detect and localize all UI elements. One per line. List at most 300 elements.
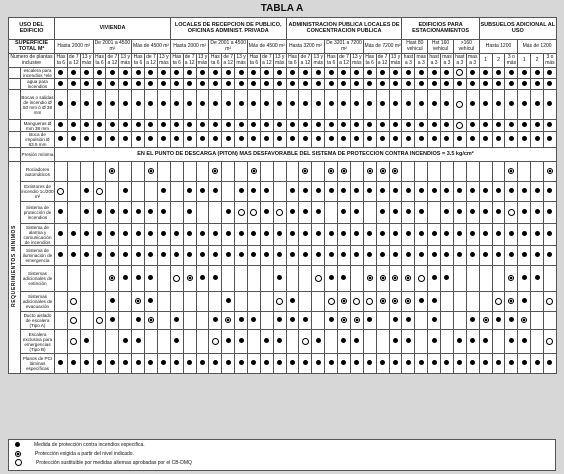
- filled-dot-icon: [161, 122, 166, 127]
- filled-dot-icon: [432, 252, 437, 257]
- symbol-cell: [157, 330, 170, 354]
- filled-dot-icon: [341, 252, 346, 257]
- floor-header: mas a 3: [468, 54, 478, 66]
- symbol-cell: [325, 68, 338, 79]
- filled-dot-icon: [509, 360, 514, 365]
- symbol-cell: [119, 312, 132, 330]
- requirement-row: [9, 202, 557, 224]
- symbol-cell: [415, 79, 428, 90]
- symbol-cell: [505, 354, 518, 374]
- filled-dot-icon: [316, 81, 321, 86]
- symbol-cell: [248, 224, 261, 246]
- filled-dot-icon: [290, 70, 295, 75]
- group-header: VIVIENDA: [55, 18, 171, 40]
- floor-header: 13 y más: [352, 54, 362, 66]
- symbol-cell: [80, 120, 93, 132]
- filled-dot-icon: [316, 101, 321, 106]
- pressure-note: EN EL PUNTO DE DESCARGA (PITON) MAS DESFAVORABLE DEL SISTEMA DE PROTECCION CONTRA INCENDIOS = 3.5 kg/cm²: [55, 148, 557, 162]
- symbol-cell: [402, 266, 415, 292]
- filled-dot-icon: [380, 188, 385, 193]
- filled-dot-icon: [174, 70, 179, 75]
- filled-dot-icon: [380, 252, 385, 257]
- symbol-cell: [119, 132, 132, 148]
- symbol-cell: [441, 312, 454, 330]
- filled-dot-icon: [136, 360, 141, 365]
- filled-dot-icon: [161, 188, 166, 193]
- filled-dot-icon: [187, 231, 192, 236]
- symbol-cell: [196, 162, 209, 182]
- filled-dot-icon: [110, 101, 115, 106]
- filled-dot-icon: [84, 360, 89, 365]
- floor-header: 13 y más: [81, 54, 92, 66]
- filled-dot-icon: [136, 122, 141, 127]
- hollow-dot-icon: [238, 209, 245, 216]
- symbol-cell: [531, 162, 544, 182]
- symbol-cell: [119, 224, 132, 246]
- filled-dot-icon: [239, 338, 244, 343]
- filled-dot-icon: [277, 136, 282, 141]
- filled-dot-icon: [457, 209, 462, 214]
- filled-dot-icon: [84, 209, 89, 214]
- filled-dot-icon: [161, 252, 166, 257]
- symbol-cell: [235, 330, 248, 354]
- filled-dot-icon: [522, 338, 527, 343]
- hollow-dot-icon: [276, 209, 283, 216]
- symbol-cell: [376, 79, 389, 90]
- range-header: Hast 80 vehicul: [402, 40, 428, 54]
- symbol-cell: [376, 312, 389, 330]
- requirement-row: [9, 354, 557, 374]
- symbol-cell: [299, 79, 312, 90]
- hollow-dot-icon: [353, 298, 360, 305]
- symbol-cell: [132, 90, 145, 120]
- symbol-cell: [170, 182, 183, 202]
- filled-dot-icon: [367, 101, 372, 106]
- symbol-cell: [106, 266, 119, 292]
- symbol-cell: [428, 90, 441, 120]
- symbol-cell: [363, 162, 376, 182]
- symbol-cell: [492, 132, 505, 148]
- symbol-cell: [67, 68, 80, 79]
- filled-dot-icon: [496, 70, 501, 75]
- symbol-cell: [544, 90, 557, 120]
- ringed-dot-icon: [367, 168, 373, 174]
- symbol-cell: [389, 202, 402, 224]
- symbol-cell: [428, 224, 441, 246]
- filled-dot-icon: [264, 70, 269, 75]
- range-header: De 3201 a 7200 m²: [326, 40, 362, 52]
- symbol-cell: [222, 132, 235, 148]
- filled-dot-icon: [367, 360, 372, 365]
- symbol-cell: [363, 120, 376, 132]
- filled-dot-icon: [277, 360, 282, 365]
- filled-dot-icon: [419, 298, 424, 303]
- filled-dot-icon: [354, 252, 359, 257]
- symbol-cell: [299, 182, 312, 202]
- filled-dot-icon: [316, 122, 321, 127]
- side-blank: [9, 79, 21, 90]
- symbol-cell: [286, 330, 299, 354]
- filled-dot-icon: [123, 360, 128, 365]
- symbol-cell: [518, 132, 531, 148]
- legend-item: [9, 449, 555, 458]
- symbol-cell: [402, 312, 415, 330]
- symbol-cell: [376, 120, 389, 132]
- filled-dot-icon: [509, 252, 514, 257]
- symbol-cell: [428, 292, 441, 312]
- symbol-cell: [544, 182, 557, 202]
- filled-dot-icon: [367, 136, 372, 141]
- filled-dot-icon: [213, 360, 218, 365]
- symbol-cell: [415, 202, 428, 224]
- symbol-cell: [402, 246, 415, 266]
- symbol-cell: [338, 224, 351, 246]
- symbol-cell: [518, 202, 531, 224]
- symbol-cell: [453, 68, 466, 79]
- symbol-cell: [453, 182, 466, 202]
- filled-dot-icon: [341, 209, 346, 214]
- symbol-cell: [415, 246, 428, 266]
- symbol-cell: [325, 90, 338, 120]
- symbol-cell: [544, 266, 557, 292]
- ringed-dot-icon: [135, 298, 141, 304]
- symbol-cell: [235, 202, 248, 224]
- filled-dot-icon: [58, 136, 63, 141]
- filled-dot-icon: [239, 317, 244, 322]
- symbol-cell: [93, 79, 106, 90]
- ringed-dot-icon: [212, 168, 218, 174]
- filled-dot-icon: [84, 338, 89, 343]
- symbol-cell: [389, 292, 402, 312]
- symbol-cell: [55, 330, 68, 354]
- filled-dot-icon: [161, 360, 166, 365]
- filled-dot-icon: [483, 188, 488, 193]
- symbol-cell: [441, 162, 454, 182]
- symbol-cell: [441, 292, 454, 312]
- filled-dot-icon: [303, 231, 308, 236]
- symbol-cell: [325, 266, 338, 292]
- symbol-cell: [518, 354, 531, 374]
- symbol-cell: [260, 312, 273, 330]
- symbol-cell: [531, 292, 544, 312]
- symbol-cell: [145, 330, 158, 354]
- side-blank: [9, 120, 21, 132]
- filled-dot-icon: [71, 136, 76, 141]
- filled-dot-icon: [136, 275, 141, 280]
- symbol-cell: [466, 246, 479, 266]
- symbol-cell: [350, 312, 363, 330]
- symbol-cell: [505, 224, 518, 246]
- filled-dot-icon: [380, 136, 385, 141]
- symbol-cell: [453, 246, 466, 266]
- symbol-cell: [286, 120, 299, 132]
- filled-dot-icon: [444, 122, 449, 127]
- filled-dot-icon: [161, 81, 166, 86]
- symbol-cell: [196, 312, 209, 330]
- filled-dot-icon: [432, 231, 437, 236]
- filled-dot-icon: [496, 360, 501, 365]
- filled-dot-icon: [174, 231, 179, 236]
- filled-dot-icon: [496, 81, 501, 86]
- filled-dot-icon: [136, 81, 141, 86]
- symbol-cell: [376, 132, 389, 148]
- symbol-cell: [222, 162, 235, 182]
- filled-dot-icon: [84, 81, 89, 86]
- symbol-cell: [441, 330, 454, 354]
- filled-dot-icon: [200, 70, 205, 75]
- filled-dot-icon: [393, 70, 398, 75]
- symbol-cell: [466, 182, 479, 202]
- requirement-row: [9, 312, 557, 330]
- filled-dot-icon: [316, 252, 321, 257]
- symbol-cell: [428, 68, 441, 79]
- filled-dot-icon: [251, 188, 256, 193]
- filled-dot-icon: [329, 136, 334, 141]
- symbol-cell: [325, 120, 338, 132]
- filled-dot-icon: [239, 101, 244, 106]
- floor-header: 13 y más: [120, 54, 130, 66]
- filled-dot-icon: [123, 70, 128, 75]
- symbol-cell: [479, 79, 492, 90]
- filled-dot-icon: [329, 70, 334, 75]
- symbol-cell: [157, 120, 170, 132]
- symbol-cell: [505, 292, 518, 312]
- filled-dot-icon: [316, 338, 321, 343]
- symbol-cell: [119, 292, 132, 312]
- filled-dot-icon: [329, 317, 334, 322]
- symbol-cell: [55, 162, 68, 182]
- symbol-cell: [505, 312, 518, 330]
- filled-dot-icon: [84, 122, 89, 127]
- row-label: escalera para incendios *ele: [21, 68, 55, 79]
- filled-dot-icon: [174, 136, 179, 141]
- symbol-cell: [363, 246, 376, 266]
- symbol-cell: [106, 330, 119, 354]
- symbol-cell: [55, 132, 68, 148]
- symbol-cell: [338, 246, 351, 266]
- filled-dot-icon: [277, 122, 282, 127]
- filled-dot-icon: [110, 122, 115, 127]
- floor-header: Has ta 6: [95, 54, 104, 66]
- row-label: Boca de impulsión Ø 63.5 mm: [21, 132, 55, 148]
- symbol-cell: [505, 266, 518, 292]
- symbol-cell: [389, 132, 402, 148]
- floor-header: Has ta 6: [288, 54, 297, 66]
- symbol-cell: [466, 266, 479, 292]
- symbol-cell: [415, 132, 428, 148]
- symbol-cell: [350, 202, 363, 224]
- symbol-cell: [492, 246, 505, 266]
- row-label: Extintores de incendio 1c/200 m²: [21, 182, 55, 202]
- symbol-cell: [106, 120, 119, 132]
- filled-dot-icon: [329, 252, 334, 257]
- symbol-cell: [402, 79, 415, 90]
- symbol-cell: [106, 202, 119, 224]
- filled-dot-icon: [277, 275, 282, 280]
- symbol-cell: [389, 182, 402, 202]
- filled-dot-icon: [239, 136, 244, 141]
- symbol-cell: [235, 266, 248, 292]
- symbol-cell: [196, 330, 209, 354]
- filled-dot-icon: [239, 231, 244, 236]
- symbol-cell: [67, 330, 80, 354]
- symbol-cell: [363, 266, 376, 292]
- symbol-cell: [338, 354, 351, 374]
- filled-dot-icon: [303, 188, 308, 193]
- filled-dot-icon: [547, 188, 552, 193]
- legend-text: Protección sustituible por medidas alternas aprobadas por el CB-DMQ: [36, 459, 192, 466]
- symbol-cell: [55, 202, 68, 224]
- floor-header: hast a 3: [455, 54, 465, 66]
- symbol-cell: [531, 120, 544, 132]
- filled-dot-icon: [444, 70, 449, 75]
- filled-dot-icon: [535, 70, 540, 75]
- symbol-cell: [428, 79, 441, 90]
- ringed-dot-icon: [405, 298, 411, 304]
- symbol-cell: [55, 120, 68, 132]
- floor-header: Has ta 6: [172, 54, 182, 66]
- symbol-cell: [222, 246, 235, 266]
- symbol-cell: [248, 132, 261, 148]
- filled-dot-icon: [136, 136, 141, 141]
- filled-dot-icon: [251, 122, 256, 127]
- filled-dot-icon: [84, 188, 89, 193]
- symbol-cell: [260, 292, 273, 312]
- range-header: Más de 4500 m²: [132, 40, 171, 54]
- filled-dot-icon: [84, 231, 89, 236]
- symbol-cell: [106, 132, 119, 148]
- symbol-cell: [389, 312, 402, 330]
- filled-dot-icon: [136, 338, 141, 343]
- floor-header: hast a 3: [429, 54, 439, 66]
- legend-text: Protección exigida a partir del nivel indicado.: [35, 450, 134, 457]
- symbol-cell: [389, 354, 402, 374]
- floor-header: Has ta 6: [210, 54, 220, 66]
- symbol-cell: [402, 90, 415, 120]
- symbol-cell: [286, 162, 299, 182]
- filled-dot-icon: [522, 122, 527, 127]
- filled-dot-icon: [97, 70, 102, 75]
- floor-header: Has ta 6: [249, 54, 259, 66]
- filled-dot-icon: [406, 252, 411, 257]
- symbol-cell: [350, 132, 363, 148]
- filled-dot-icon: [148, 70, 153, 75]
- symbol-cell: [183, 162, 196, 182]
- symbol-cell: [479, 354, 492, 374]
- symbol-cell: [222, 292, 235, 312]
- filled-dot-icon: [187, 360, 192, 365]
- ringed-dot-icon: [380, 298, 386, 304]
- symbol-cell: [222, 120, 235, 132]
- symbol-cell: [222, 79, 235, 90]
- filled-dot-icon: [419, 101, 424, 106]
- requirement-row: [9, 266, 557, 292]
- filled-dot-icon: [226, 209, 231, 214]
- superficie-label: SUPERFICIE TOTAL M²: [9, 40, 55, 54]
- symbol-cell: [402, 120, 415, 132]
- symbol-cell: [273, 266, 286, 292]
- symbol-cell: [325, 354, 338, 374]
- symbol-cell: [286, 292, 299, 312]
- symbol-cell: [183, 202, 196, 224]
- filled-dot-icon: [393, 360, 398, 365]
- filled-dot-icon: [213, 317, 218, 322]
- filled-dot-icon: [148, 81, 153, 86]
- filled-dot-icon: [316, 231, 321, 236]
- filled-dot-icon: [174, 338, 179, 343]
- symbol-cell: [67, 120, 80, 132]
- symbol-cell: [196, 90, 209, 120]
- filled-dot-icon: [200, 81, 205, 86]
- symbol-cell: [531, 312, 544, 330]
- symbol-cell: [312, 202, 325, 224]
- filled-dot-icon: [187, 70, 192, 75]
- symbol-cell: [170, 120, 183, 132]
- filled-dot-icon: [251, 101, 256, 106]
- symbol-cell: [145, 312, 158, 330]
- filled-dot-icon: [264, 81, 269, 86]
- symbol-cell: [338, 90, 351, 120]
- filled-dot-icon: [123, 122, 128, 127]
- symbol-cell: [67, 182, 80, 202]
- symbol-cell: [466, 292, 479, 312]
- filled-dot-icon: [251, 360, 256, 365]
- filled-dot-icon: [393, 317, 398, 322]
- group-header: SUBSUELOS ADICIONAL AL USO: [479, 18, 556, 40]
- symbol-cell: [93, 266, 106, 292]
- symbol-cell: [260, 162, 273, 182]
- symbol-cell: [518, 90, 531, 120]
- filled-dot-icon: [148, 252, 153, 257]
- symbol-cell: [157, 162, 170, 182]
- symbol-cell: [170, 90, 183, 120]
- filled-dot-icon: [148, 101, 153, 106]
- filled-dot-icon: [71, 360, 76, 365]
- filled-dot-icon: [329, 231, 334, 236]
- filled-dot-icon: [444, 360, 449, 365]
- range-header: De 2001 a 4500 m²: [210, 40, 247, 52]
- symbol-cell: [544, 354, 557, 374]
- filled-dot-icon: [470, 70, 475, 75]
- symbol-cell: [248, 202, 261, 224]
- ringed-dot-icon: [109, 275, 115, 281]
- symbol-cell: [376, 162, 389, 182]
- filled-dot-icon: [58, 360, 63, 365]
- filled-dot-icon: [136, 231, 141, 236]
- symbol-cell: [209, 354, 222, 374]
- symbol-cell: [299, 202, 312, 224]
- filled-dot-icon: [483, 360, 488, 365]
- filled-dot-icon: [406, 81, 411, 86]
- symbol-cell: [286, 79, 299, 90]
- filled-dot-icon: [444, 209, 449, 214]
- range-header: Más de 7200 m²: [363, 40, 402, 54]
- symbol-cell: [209, 266, 222, 292]
- filled-dot-icon: [303, 81, 308, 86]
- filled-dot-icon: [136, 252, 141, 257]
- floor-header: 3 o más: [545, 54, 555, 66]
- symbol-cell: [119, 246, 132, 266]
- symbol-cell: [235, 68, 248, 79]
- symbol-cell: [338, 132, 351, 148]
- filled-dot-icon: [148, 275, 153, 280]
- filled-dot-icon: [483, 101, 488, 106]
- floor-header: de 7 a 12: [223, 54, 234, 66]
- symbol-cell: [466, 90, 479, 120]
- filled-dot-icon: [84, 136, 89, 141]
- symbol-cell: [145, 182, 158, 202]
- filled-dot-icon: [444, 188, 449, 193]
